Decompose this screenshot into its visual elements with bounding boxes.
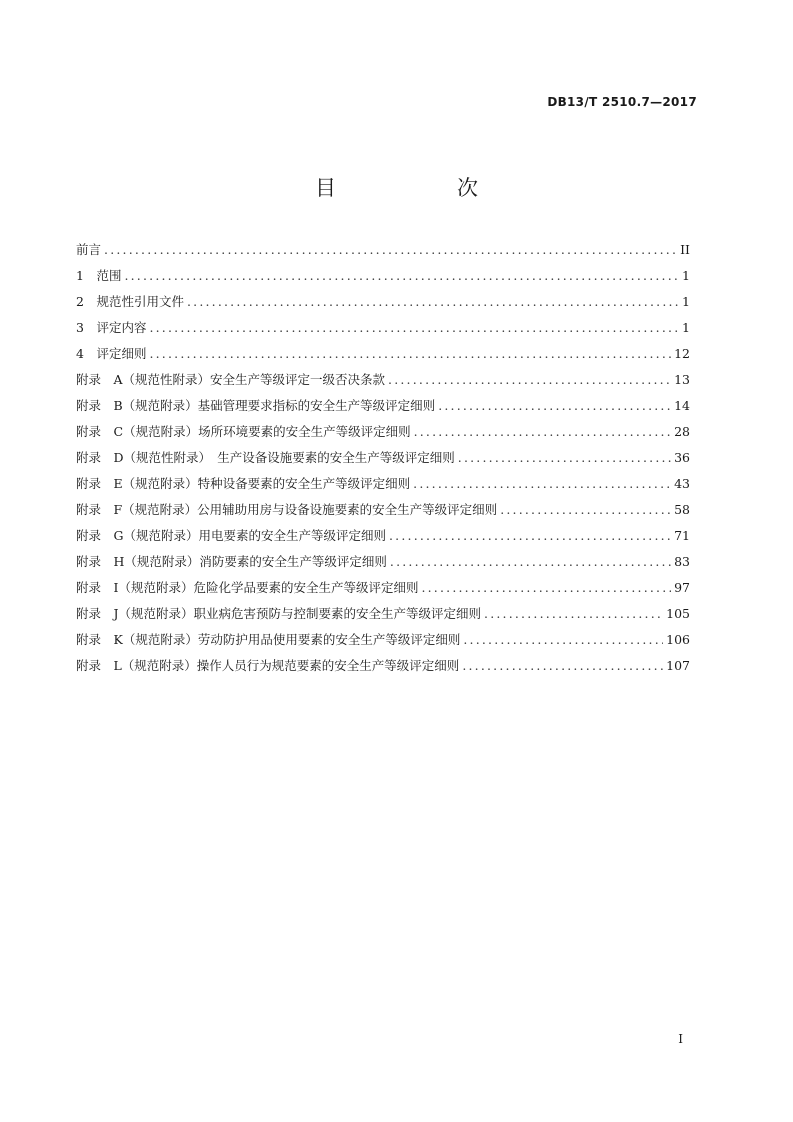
toc-dot-leader xyxy=(390,549,671,575)
toc-entry[interactable] xyxy=(76,341,690,367)
toc-dot-leader xyxy=(388,367,671,393)
toc-entry-label: 附录 C（规范附录）场所环境要素的安全生产等级评定细则 xyxy=(76,424,411,439)
toc-entry-page: 12 xyxy=(674,346,690,361)
toc-entry-page: 58 xyxy=(674,502,690,517)
toc-entry-page: 1 xyxy=(682,294,690,309)
toc-entry[interactable] xyxy=(76,653,690,679)
toc-entry-label: 3 评定内容 xyxy=(76,320,147,335)
toc-entry-label: 附录 K（规范附录）劳动防护用品使用要素的安全生产等级评定细则 xyxy=(76,632,461,647)
toc-entry-label: 前言 xyxy=(76,242,102,257)
toc-entry-page: 71 xyxy=(674,528,690,543)
toc-entry-label: 附录 I（规范附录）危险化学品要素的安全生产等级评定细则 xyxy=(76,580,419,595)
toc-entry[interactable] xyxy=(76,549,690,575)
toc-entry[interactable] xyxy=(76,497,690,523)
toc-dot-leader xyxy=(149,315,679,341)
document-code: DB13/T 2510.7—2017 xyxy=(547,95,697,109)
toc-entry-label: 附录 J（规范附录）职业病危害预防与控制要素的安全生产等级评定细则 xyxy=(76,606,482,621)
table-of-contents xyxy=(76,237,690,679)
page-title: 目 次 xyxy=(315,176,528,200)
toc-entry-label: 4 评定细则 xyxy=(76,346,147,361)
toc-dot-leader xyxy=(187,289,679,315)
toc-entry-page: 14 xyxy=(674,398,690,413)
toc-dot-leader xyxy=(413,471,671,497)
toc-entry[interactable] xyxy=(76,627,690,653)
toc-dot-leader xyxy=(104,237,677,263)
toc-entry-page: 106 xyxy=(666,632,690,647)
toc-entry-page: 97 xyxy=(674,580,690,595)
toc-dot-leader xyxy=(414,419,672,445)
toc-entry-label: 附录 G（规范附录）用电要素的安全生产等级评定细则 xyxy=(76,528,386,543)
toc-entry[interactable] xyxy=(76,471,690,497)
toc-entry-label: 1 范围 xyxy=(76,268,122,283)
toc-entry[interactable] xyxy=(76,445,690,471)
toc-entry[interactable] xyxy=(76,289,690,315)
toc-entry[interactable] xyxy=(76,575,690,601)
toc-entry-label: 附录 F（规范附录）公用辅助用房与设备设施要素的安全生产等级评定细则 xyxy=(76,502,498,517)
toc-dot-leader xyxy=(458,445,671,471)
page-number: I xyxy=(678,1032,683,1046)
toc-entry-label: 附录 L（规范附录）操作人员行为规范要素的安全生产等级评定细则 xyxy=(76,658,460,673)
toc-entry[interactable] xyxy=(76,263,690,289)
toc-entry-label: 附录 D（规范性附录） 生产设备设施要素的安全生产等级评定细则 xyxy=(76,450,455,465)
toc-dot-leader xyxy=(421,575,671,601)
toc-entry[interactable] xyxy=(76,237,690,263)
toc-dot-leader xyxy=(462,653,663,679)
toc-dot-leader xyxy=(149,341,671,367)
toc-entry-page: 83 xyxy=(674,554,690,569)
toc-entry-page: 105 xyxy=(666,606,690,621)
toc-entry[interactable] xyxy=(76,393,690,419)
toc-entry-page: 107 xyxy=(666,658,690,673)
toc-entry[interactable] xyxy=(76,419,690,445)
toc-entry-page: 36 xyxy=(674,450,690,465)
toc-entry[interactable] xyxy=(76,315,690,341)
toc-entry-label: 附录 A（规范性附录）安全生产等级评定一级否决条款 xyxy=(76,372,386,387)
toc-entry-page: 1 xyxy=(682,320,690,335)
toc-entry-label: 附录 B（规范附录）基础管理要求指标的安全生产等级评定细则 xyxy=(76,398,436,413)
toc-entry-page: II xyxy=(680,242,690,257)
toc-entry-page: 43 xyxy=(674,476,690,491)
toc-entry-page: 13 xyxy=(674,372,690,387)
toc-dot-leader xyxy=(463,627,663,653)
toc-dot-leader xyxy=(500,497,671,523)
toc-entry-page: 28 xyxy=(674,424,690,439)
toc-entry-label: 2 规范性引用文件 xyxy=(76,294,184,309)
toc-entry-label: 附录 H（规范附录）消防要素的安全生产等级评定细则 xyxy=(76,554,387,569)
toc-entry[interactable] xyxy=(76,523,690,549)
toc-dot-leader xyxy=(484,601,663,627)
toc-dot-leader xyxy=(438,393,671,419)
toc-entry-label: 附录 E（规范附录）特种设备要素的安全生产等级评定细则 xyxy=(76,476,411,491)
toc-entry-page: 1 xyxy=(682,268,690,283)
toc-entry[interactable] xyxy=(76,367,690,393)
toc-dot-leader xyxy=(124,263,679,289)
toc-entry[interactable] xyxy=(76,601,690,627)
toc-dot-leader xyxy=(389,523,671,549)
